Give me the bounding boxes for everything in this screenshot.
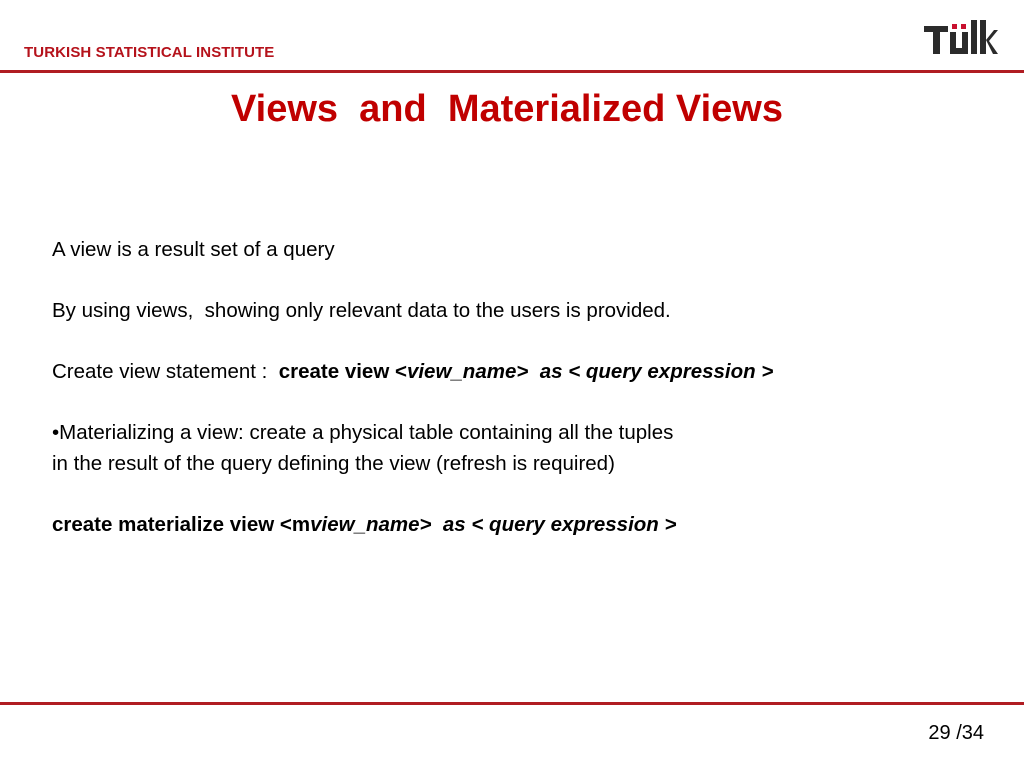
slide-content xyxy=(52,234,992,540)
paragraph-create-view-statement xyxy=(52,356,992,387)
paragraph-materializing-line1: •Materializing a view: create a physical table containing all the tuples xyxy=(52,421,674,444)
tuik-logo xyxy=(922,14,998,56)
paragraph-views-benefit: By using views, showing only relevant data to the users is provided. xyxy=(52,299,671,322)
paragraph-create-materialized-view xyxy=(52,509,992,540)
slide-title: Views and Materialized Views xyxy=(231,88,783,130)
create-view-syntax: view_name> as < query expression > xyxy=(406,360,774,383)
paragraph-materializing-line2: in the result of the query defining the view (refresh is required) xyxy=(52,452,615,475)
create-view-command: create view < xyxy=(278,360,407,383)
create-materialized-view-syntax: view_name> as < query expression > xyxy=(310,513,677,536)
header-org-name: TURKISH STATISTICAL INSTITUTE xyxy=(24,44,275,61)
header-divider xyxy=(0,70,1024,73)
footer-divider xyxy=(0,702,1024,705)
create-materialized-view-command: create materialize view <m xyxy=(52,513,311,536)
create-view-prefix: Create view statement : xyxy=(52,360,279,383)
paragraph-view-definition: A view is a result set of a query xyxy=(52,238,335,261)
page-number: 29 /34 xyxy=(928,722,984,744)
